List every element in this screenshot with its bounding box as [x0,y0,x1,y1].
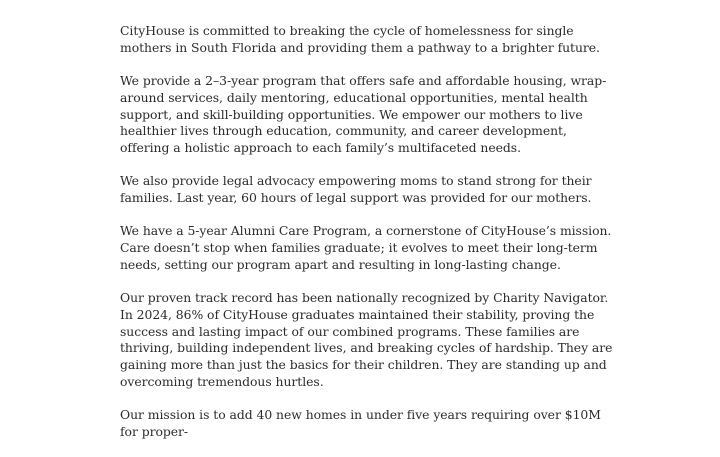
paragraph-mission: Our mission is to add 40 new homes in under five years requiring over $10M for proper- [120,407,601,439]
article-body [120,23,620,457]
paragraph-alumni-care: We have a 5-year Alumni Care Program, a cornerstone of CityHouse’s mission. Care doesn’t stop when families graduate; it evolves to meet their long-term needs, setting our program apart and resulting in long-lasting change. [120,223,612,272]
paragraph-intro: CityHouse is committed to breaking the cycle of homelessness for single mothers in South Florida and providing them a pathway to a brighter future. [120,23,600,55]
paragraph-legal-advocacy: We also provide legal advocacy empowering moms to stand strong for their families. Last year, 60 hours of legal support was provided for our mothers. [120,173,592,205]
paragraph-track-record: Our proven track record has been nationally recognized by Charity Navigator. In 2024, 86% of CityHouse graduates maintained their stability, proving the success and lasting impact of our combined programs. These families are thriving, building independent lives, and breaking cycles of hardship. They are gaining more than just the basics for their children. They are standing up and overcoming tremendous hurtles. [120,290,613,389]
paragraph-program: We provide a 2–3-year program that offers safe and affordable housing, wrap-around services, daily mentoring, educational opportunities, mental health support, and skill-building opportunities. We empower our mothers to live healthier lives through education, community, and career development, offering a holistic approach to each family’s multifaceted needs. [120,73,607,155]
